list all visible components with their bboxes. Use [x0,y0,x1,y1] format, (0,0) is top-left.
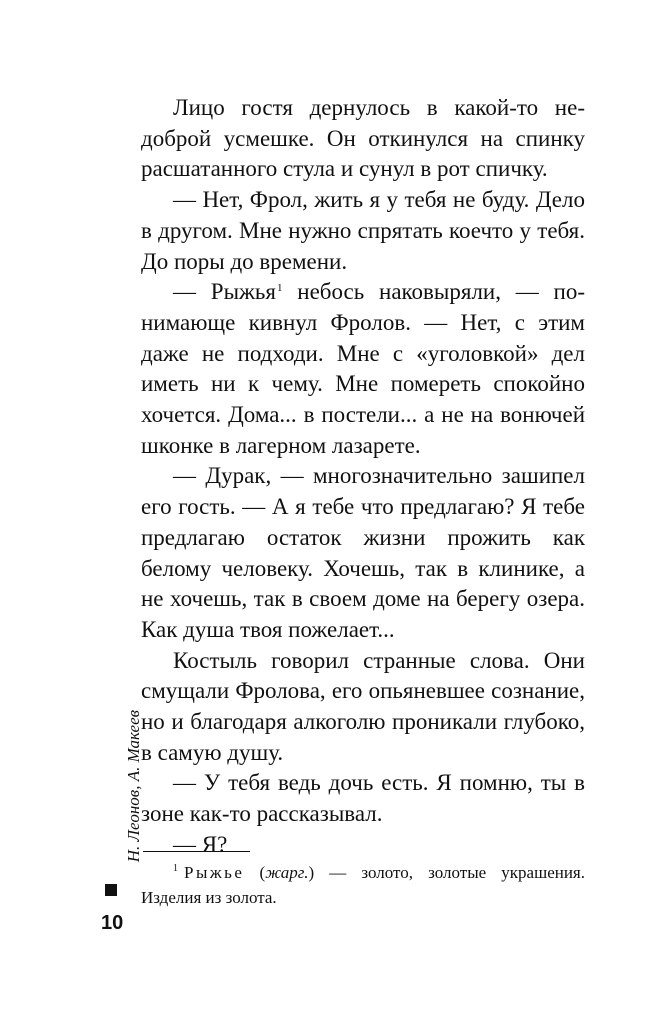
footnote-open-paren: ( [259,863,266,882]
paragraph-1: Лицо гостя дернулось в какой-то недоброй усмешке. Он откинулся на спинку расшатанного стула и сунул в рот спичку. [141,95,585,182]
footnote-divider [143,851,250,852]
footnote-label: жарг. [265,863,309,882]
side-author-label: Н. Леонов, А. Макеев [124,710,143,863]
footnote-term: Рыжье [184,863,245,882]
footnote [141,860,585,910]
paragraph-2: — Нет, Фрол, жить я у тебя не буду. Дело в другом. Мне нужно спрятать коечто у тебя. До поры до времени. [141,187,585,274]
paragraph-6: — У тебя ведь дочь есть. Я помню, ты в зоне как-то рассказывал. [141,770,585,827]
page-body [141,93,585,861]
paragraph-3 [141,277,585,461]
footnote-close-paren: ) [308,863,315,882]
paragraph-5: Костыль говорил странные слова. Они смущали Фролова, его опьяневшее сознание, но и благодаря алкоголю проникали глубоко, в самую душу. [141,647,585,765]
paragraph-4: — Дурак, — многозначительно зашипел его гость. — А я тебе что предлагаю? Я тебе предлагаю остаток жизни прожить как белому человеку. Хочешь, так в клинике, а не хочешь, так в своем доме на берегу озера. Как душа твоя пожелает... [141,463,585,642]
page-number: 10 [101,912,124,934]
footnote-reference[interactable]: 1 [276,281,283,294]
paragraph-7: — Я? [173,831,228,857]
footnote-mark: 1 [173,863,178,875]
paragraph-3-lead: — Рыжья [173,279,276,305]
paragraph-3-rest: небось наковыряли, — понимающе кивнул Фролов. — Нет, с этим даже не подходи. Мне с «уголовкой» дел иметь ни к чему. Мне помереть спокойно хочется. Дома... в постели... а не на вонючей шконке в лагерном лазарете. [141,279,586,458]
side-marker-square [105,884,117,896]
footnote-text: — золото, золотые украшения. Изделия из золота. [141,863,585,907]
